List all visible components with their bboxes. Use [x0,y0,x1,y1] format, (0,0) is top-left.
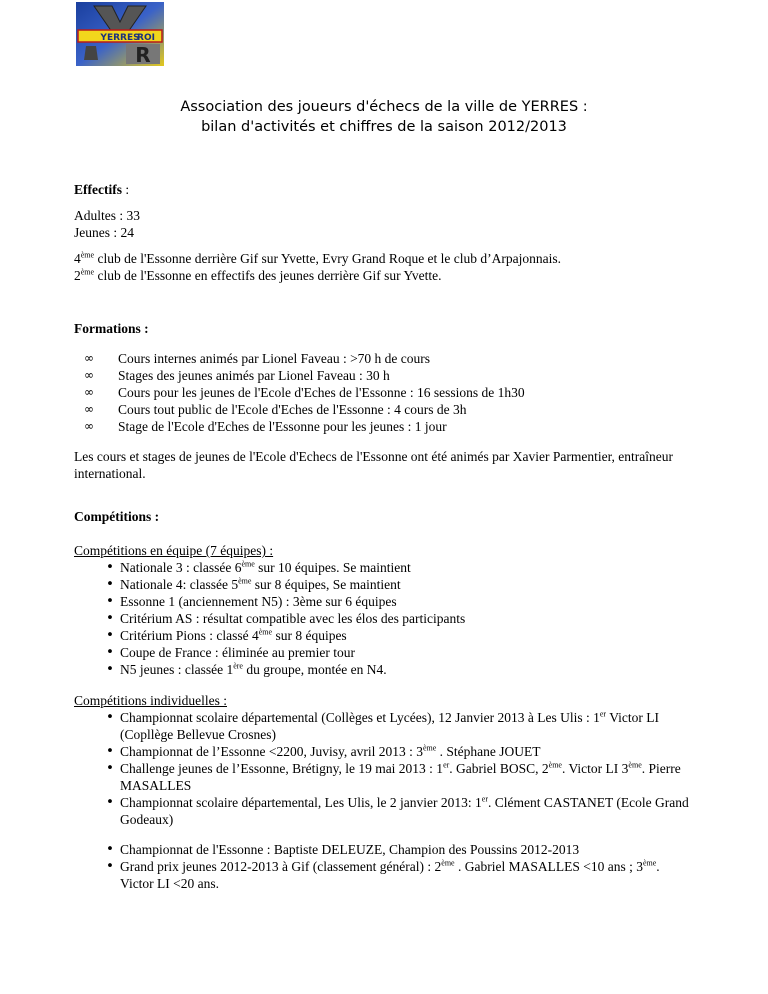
list-item: • Essonne 1 (anciennement N5) : 3ème sur 6 équipes [106,593,397,609]
list-item: ∞ Cours internes animés par Lionel Faveau : >70 h de cours [84,351,431,366]
formations-heading: Formations : [74,321,149,336]
bullet-icon: • [106,709,114,725]
list-item: • Coupe de France : éliminée au premier tour [106,644,356,660]
infinity-icon: ∞ [84,385,94,399]
list-item: • Championnat de l'Essonne : Baptiste DELEUZE, Champion des Poussins 2012-2013 [106,841,580,857]
club-logo [76,2,164,66]
formations-section [74,320,714,482]
page-title [0,97,768,137]
logo-text: YERRES [100,33,140,43]
effectifs-section [74,181,714,284]
chess-piece-icon [84,46,98,60]
bullet-icon: • [106,858,114,874]
individuelles-list [74,709,694,892]
infinity-icon: ∞ [84,402,94,416]
list-spacer [74,828,694,841]
competitions-section [74,508,714,892]
bullet-icon: • [106,610,114,626]
formations-list [74,350,714,435]
competitions-heading: Compétitions : [74,509,160,524]
list-item: ∞ Stages des jeunes animés par Lionel Faveau : 30 h [84,368,390,383]
effectifs-rank-1: 4ème club de l'Essonne derrière Gif sur Yvette, Evry Grand Roque et le club d’Arpajonnais. [74,250,562,266]
bullet-icon: • [106,576,114,592]
bullet-icon: • [106,559,114,575]
list-item: • Critérium AS : résultat compatible avec les élos des participants [106,610,466,626]
infinity-icon: ∞ [84,368,94,382]
logo-text-roi: ROI [137,33,155,43]
bullet-icon: • [106,760,114,776]
list-item: • Championnat scolaire départemental (Collèges et Lycées), 12 Janvier 2013 à Les Ulis : 1er Victor LI (Copllège Bellevue Crosnes) [106,709,660,742]
list-item: ∞ Cours pour les jeunes de l'Ecole d'Eches de l'Essonne : 16 sessions de 1h30 [84,385,525,400]
list-item: • Grand prix jeunes 2012-2013 à Gif (classement général) : 2ème . Gabriel MASALLES <10 ans ; 3ème. Victor LI <20 ans. [106,858,660,891]
list-item: • Critérium Pions : classé 4ème sur 8 équipes [106,627,347,643]
bullet-icon: • [106,627,114,643]
list-item: • Challenge jeunes de l’Essonne, Brétigny, le 19 mai 2013 : 1er. Gabriel BOSC, 2ème. Victor LI 3ème. Pierre MASALLES [106,760,681,793]
infinity-icon: ∞ [84,351,94,365]
list-item: • Nationale 3 : classée 6ème sur 10 équipes. Se maintient [106,559,411,575]
effectifs-heading: Effectifs : [74,182,130,197]
title-line-2: bilan d'activités et chiffres de la saison 2012/2013 [201,119,567,135]
formations-note: Les cours et stages de jeunes de l'Ecole d'Echecs de l'Essonne ont été animés par Xavier Parmentier, entraîneur international. [74,449,674,481]
individuelles-heading: Compétitions individuelles : [74,693,227,708]
bullet-icon: • [106,743,114,759]
list-item: • N5 jeunes : classée 1ère du groupe, montée en N4. [106,661,387,677]
equipe-list [74,559,714,678]
equipe-heading: Compétitions en équipe (7 équipes) : [74,543,274,558]
logo-letter: R [135,43,151,66]
title-line-1: Association des joueurs d'échecs de la ville de YERRES : [180,99,588,115]
list-item: ∞ Stage de l'Ecole d'Eches de l'Essonne pour les jeunes : 1 jour [84,419,447,434]
bullet-icon: • [106,593,114,609]
infinity-icon: ∞ [84,419,94,433]
list-item: • Championnat scolaire départemental, Les Ulis, le 2 janvier 2013: 1er. Clément CASTANET (Ecole Grand Godeaux) [106,794,689,827]
list-item: • Championnat de l’Essonne <2200, Juvisy, avril 2013 : 3ème . Stéphane JOUET [106,743,541,759]
effectifs-jeunes: Jeunes : 24 [74,225,134,240]
bullet-icon: • [106,661,114,677]
bullet-icon: • [106,841,114,857]
effectifs-adultes: Adultes : 33 [74,208,140,223]
effectifs-rank-2: 2ème club de l'Essonne en effectifs des jeunes derrière Gif sur Yvette. [74,267,442,283]
bullet-icon: • [106,644,114,660]
list-item: • Nationale 4: classée 5ème sur 8 équipes, Se maintient [106,576,401,592]
bullet-icon: • [106,794,114,810]
list-item: ∞ Cours tout public de l'Ecole d'Eches de l'Essonne : 4 cours de 3h [84,402,467,417]
